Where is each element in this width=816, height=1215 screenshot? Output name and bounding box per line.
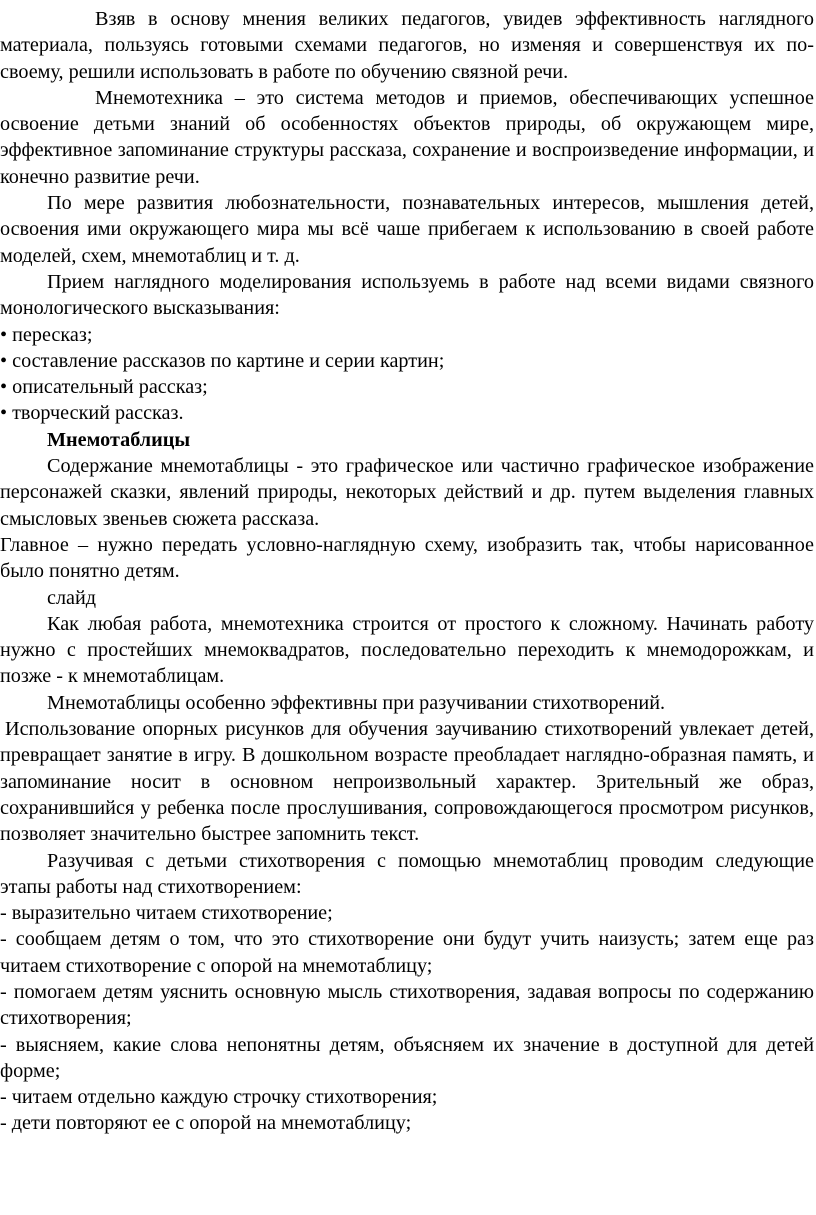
slide-label: слайд xyxy=(47,586,97,609)
paragraph-reference-pictures: Использование опорных рисунков для обучения заучиванию стихотворений увлекает детей, превращает занятие в игру. В дошкольном возрасте преобладает наглядно-образная память, и запоминание носит в основном непроизвольный характер. Зрительный же образ, сохранившийся у ребенка после прослушивания, сопровождающегося просмотром рисунков, позволяет значительно быстрее запомнить текст. xyxy=(0,718,814,846)
list-item: - выясняем, какие слова непонятны детям, объясняем их значение в доступной для детей форме; xyxy=(0,1033,814,1082)
list-item: - дети повторяют ее с опорой на мнемотаблицу; xyxy=(0,1112,412,1135)
paragraph-stages-intro: Разучивая с детьми стихотворения с помощью мнемотаблиц проводим следующие этапы работы над стихотворением: xyxy=(0,849,814,898)
section-heading: Мнемотаблицы xyxy=(47,428,191,451)
list-item: • творческий рассказ. xyxy=(0,402,184,425)
paragraph-simple-to-complex: Как любая работа, мнемотехника строится от простого к сложному. Начинать работу нужно с простейших мнемоквадратов, последовательно переходить к мнемодорожкам, и позже - к мнемотаблицам. xyxy=(0,612,814,688)
list-item: - читаем отдельно каждую строчку стихотворения; xyxy=(0,1086,438,1109)
paragraph-visual-modeling: Прием наглядного моделирования используемь в работе над всеми видами связного монологического высказывания: xyxy=(0,270,814,320)
list-item: - сообщаем детям о том, что это стихотворение они будут учить наизусть; затем еще раз читаем стихотворение с опорой на мнемотаблицу; xyxy=(0,928,814,977)
list-item: - выразительно читаем стихотворение; xyxy=(0,902,333,925)
list-item: • пересказ; xyxy=(0,323,93,346)
paragraph-main-point: Главное – нужно передать условно-наглядную схему, изобразить так, чтобы нарисованное было понятно детям. xyxy=(0,533,814,583)
paragraph-mnemotechnics-definition: Мнемотехника – это система методов и приемов, обеспечивающих успешное освоение детьми знаний об особенностях объектов природы, об окружающем мире, эффективное запоминание структуры рассказа, сохранение и воспроизведение информации, и конечно развитие речи. xyxy=(0,86,814,188)
paragraph-poems: Мнемотаблицы особенно эффективны при разучивании стихотворений. xyxy=(47,691,666,714)
paragraph-table-content: Содержание мнемотаблицы - это графическое или частично графическое изображение персонажей сказки, явлений природы, некоторых действий и др. путем выделения главных смысловых звеньев сюжета рассказа. xyxy=(0,455,814,530)
list-item: - помогаем детям уяснить основную мысль стихотворения, задавая вопросы по содержанию стихотворения; xyxy=(0,980,814,1030)
list-item: • описательный рассказ; xyxy=(0,376,208,399)
paragraph-development: По мере развития любознательности, познавательных интересов, мышления детей, освоения ими окружающего мира мы всё чаше прибегаем к использованию в своей работе моделей, схем, мнемотаблиц и т. д. xyxy=(0,192,814,267)
list-item: • составление рассказов по картине и серии картин; xyxy=(0,349,445,372)
paragraph-intro: Взяв в основу мнения великих педагогов, увидев эффективность наглядного материала, пользуясь готовыми схемами педагогов, но изменяя и совершенствуя их по-своему, решили использовать в работе по обучению связной речи. xyxy=(0,8,814,83)
